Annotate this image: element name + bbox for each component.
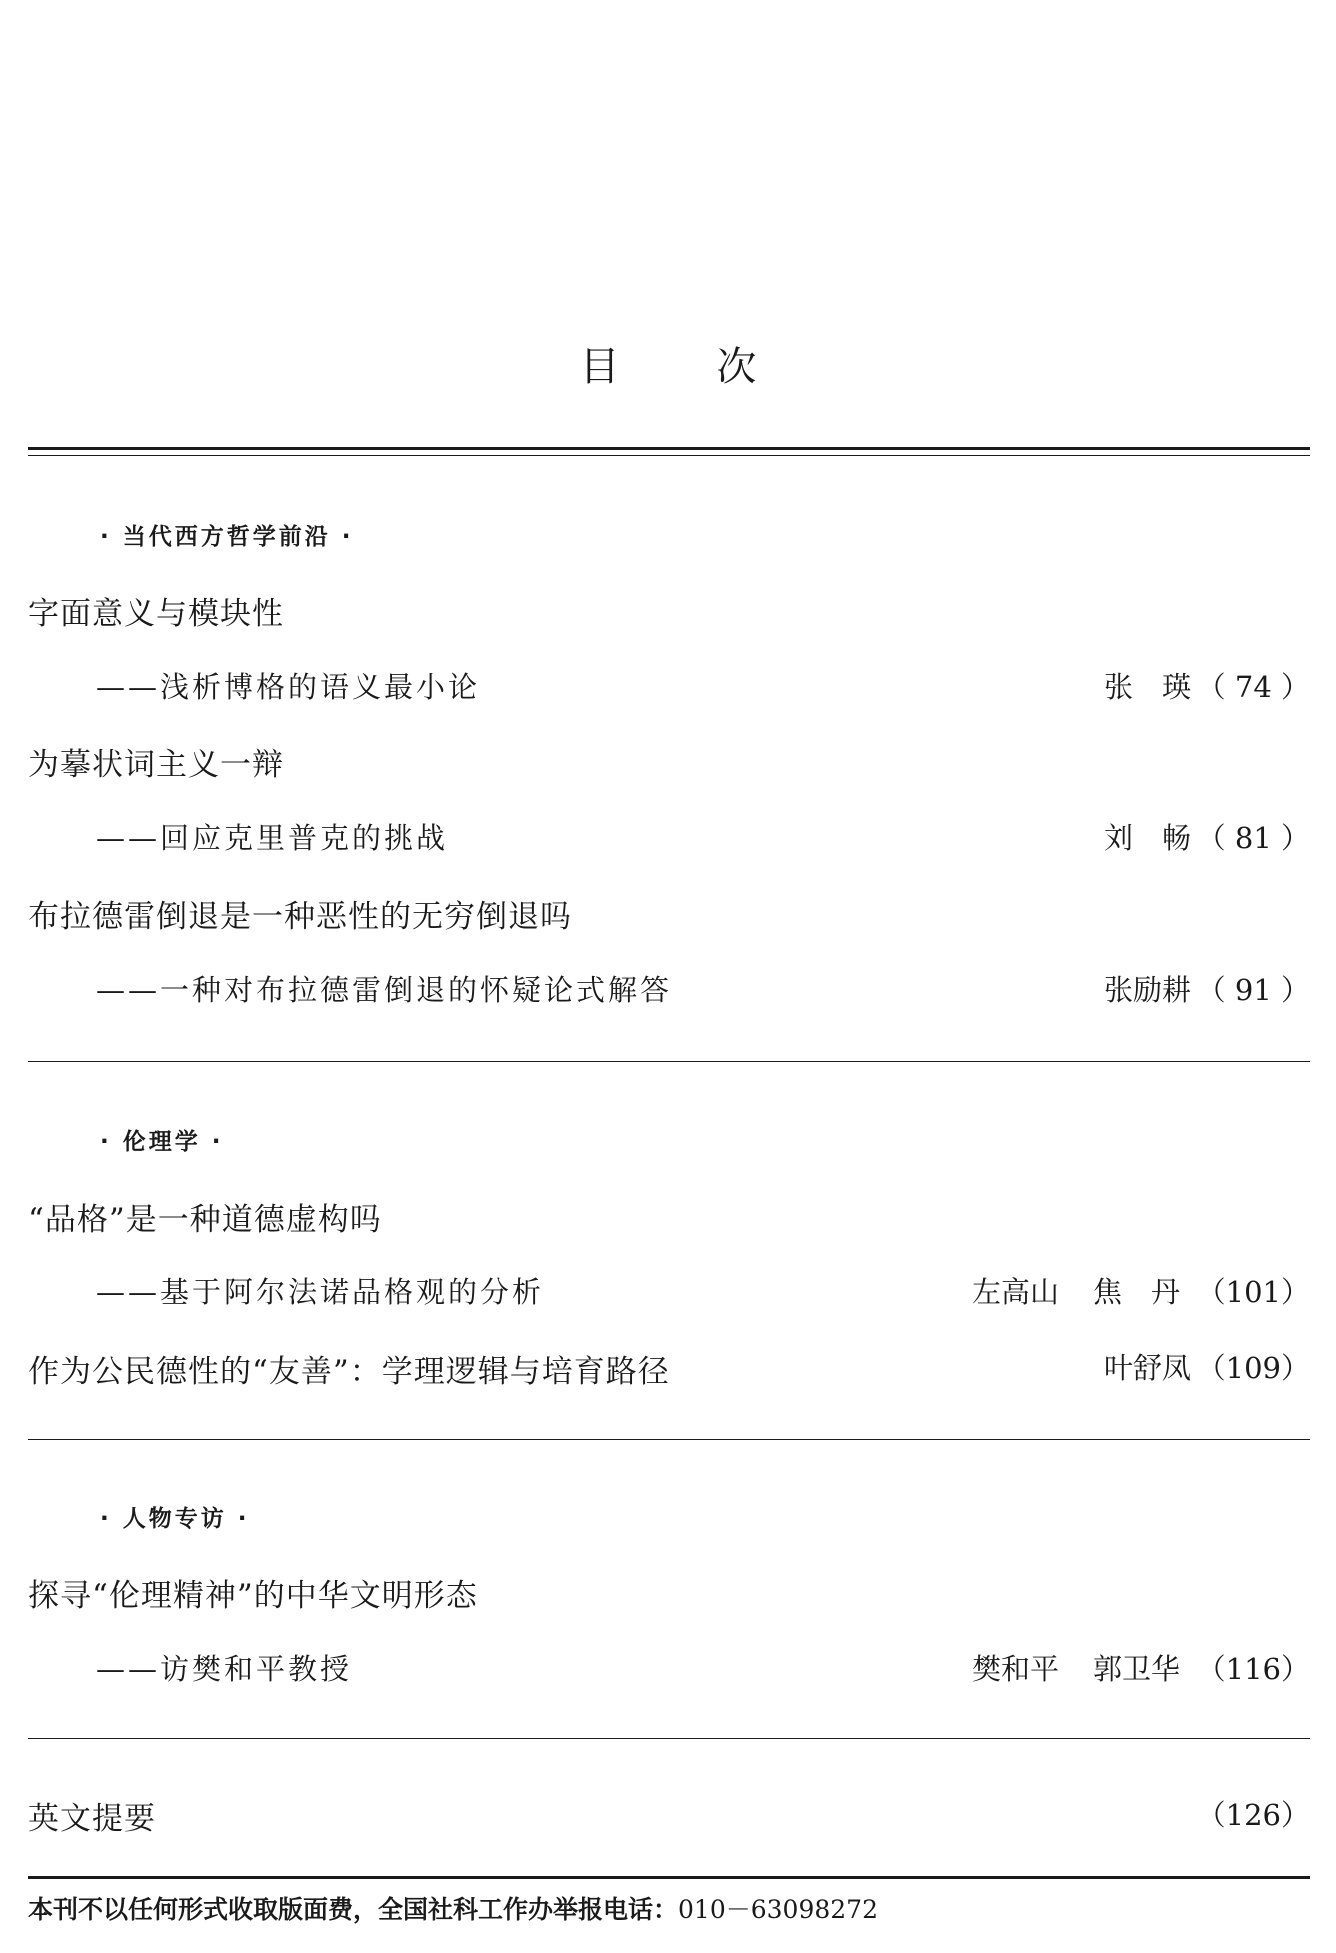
footer-text: 本刊不以任何形式收取版面费，全国社科工作办举报电话：	[28, 1895, 679, 1924]
section-heading-interview: · 人物专访 ·	[100, 1506, 250, 1532]
article-page-number: （116）	[1196, 1652, 1310, 1686]
section-divider	[28, 1439, 1310, 1440]
footer-rule	[28, 1876, 1310, 1879]
section-divider	[28, 1061, 1310, 1062]
article-author: 张励耕	[1104, 973, 1192, 1007]
article-subtitle: ——回应克里普克的挑战	[96, 821, 449, 855]
article-page-number: （ 91 ）	[1196, 973, 1310, 1007]
section-heading-contemporary-western-philosophy: · 当代西方哲学前沿 ·	[100, 524, 354, 550]
article-page-number: （ 74 ）	[1196, 670, 1310, 704]
article-page-number: （ 81 ）	[1196, 821, 1310, 855]
article-author: 左高山	[972, 1275, 1060, 1309]
article-subtitle: ——基于阿尔法诺品格观的分析	[96, 1275, 545, 1309]
article-title[interactable]: “品格”是一种道德虚构吗	[28, 1202, 382, 1238]
article-author: 张 瑛	[1104, 670, 1192, 704]
article-author: 樊和平	[972, 1652, 1060, 1686]
section-heading-ethics: · 伦理学 ·	[100, 1129, 224, 1155]
article-title[interactable]: 布拉德雷倒退是一种恶性的无穷倒退吗	[28, 899, 572, 935]
article-authors	[972, 1270, 1180, 1311]
article-title[interactable]: 作为公民德性的“友善”：学理逻辑与培育路径	[28, 1354, 670, 1390]
article-title[interactable]: 字面意义与模块性	[28, 596, 284, 632]
english-abstracts-title[interactable]: 英文提要	[28, 1801, 156, 1837]
article-subtitle: ——一种对布拉德雷倒退的怀疑论式解答	[96, 973, 673, 1007]
article-title[interactable]: 为摹状词主义一辩	[28, 747, 284, 783]
article-author: 郭卫华	[1093, 1652, 1181, 1686]
section-divider	[28, 1738, 1310, 1739]
article-page-number: （109）	[1196, 1351, 1310, 1385]
article-page-number: （101）	[1196, 1275, 1310, 1309]
footer-notice	[28, 1890, 878, 1926]
toc-title: 目 次	[579, 344, 799, 390]
article-author: 刘 畅	[1104, 821, 1192, 855]
article-subtitle: ——浅析博格的语义最小论	[96, 670, 481, 704]
header-rule-thick	[28, 447, 1310, 450]
article-author: 焦 丹	[1093, 1275, 1181, 1309]
article-authors	[972, 1647, 1180, 1688]
english-abstracts-page-number: （126）	[1196, 1798, 1310, 1832]
header-rule-thin	[28, 455, 1310, 456]
article-subtitle: ——访樊和平教授	[96, 1652, 353, 1686]
footer-phone: 010－63098272	[678, 1895, 878, 1924]
article-title[interactable]: 探寻“伦理精神”的中华文明形态	[28, 1578, 478, 1614]
article-author: 叶舒凤	[1104, 1351, 1192, 1385]
